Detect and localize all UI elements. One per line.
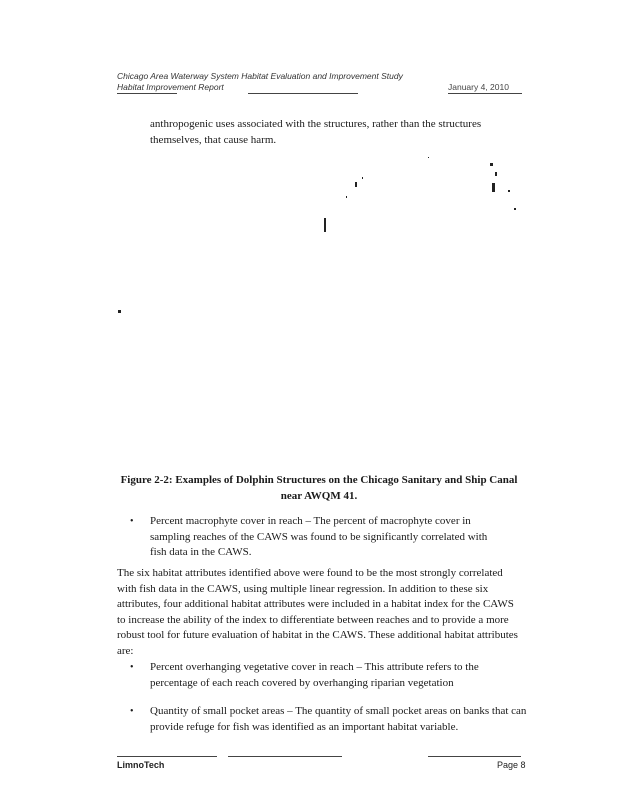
scan-speck <box>118 310 121 313</box>
scan-speck <box>492 183 495 192</box>
footer-company: LimnoTech <box>117 760 165 770</box>
header-title: Chicago Area Waterway System Habitat Evaluation and Improvement Study <box>117 71 403 81</box>
footer-page-number: Page 8 <box>497 760 526 770</box>
scan-speck <box>355 182 357 187</box>
header-rule <box>448 93 522 94</box>
scan-speck <box>514 208 516 210</box>
figure-image-area <box>117 150 521 465</box>
header-subtitle: Habitat Improvement Report <box>117 82 224 92</box>
body-paragraph: The six habitat attributes identified above were found to be the most strongly correlated with fish data in the CAWS, using multiple linear regression. In addition to these six attributes, four additional habitat attributes were included in a habitat index for the CAWS to increase the ability of the index to differentiate between reaches and to provide a more robust tool for future evaluation of habitat in the CAWS. These additional habitat attributes are: <box>117 567 518 657</box>
footer-rule <box>428 756 521 757</box>
figure-caption: Figure 2-2: Examples of Dolphin Structures on the Chicago Sanitary and Ship Canal near AWQM 41. <box>120 474 518 502</box>
scan-speck <box>490 163 493 166</box>
scan-speck <box>362 177 363 179</box>
bullet-symbol: • <box>130 662 134 673</box>
list-item-text: Percent macrophyte cover in reach – The percent of macrophyte cover in sampling reaches of the CAWS was found to be significantly correlated with fish data in the CAWS. <box>150 515 488 559</box>
list-item-text: Quantity of small pocket areas – The quantity of small pocket areas on banks that can provide refuge for fish was identified as an important habitat variable. <box>150 705 527 733</box>
scan-speck <box>324 218 326 232</box>
list-item <box>130 514 510 562</box>
header-date: January 4, 2010 <box>448 82 509 92</box>
scan-speck <box>428 157 429 158</box>
bullet-symbol: • <box>130 706 134 717</box>
list-item <box>130 704 527 736</box>
list-item-text: Percent overhanging vegetative cover in reach – This attribute refers to the percentage of each reach covered by overhanging riparian vegetation <box>150 661 479 689</box>
footer-rule <box>228 756 342 757</box>
bullet-symbol: • <box>130 516 134 527</box>
scan-speck <box>495 172 497 176</box>
scan-speck <box>508 190 510 192</box>
header-rule <box>117 93 177 94</box>
scan-speck <box>346 196 347 198</box>
header-rule <box>248 93 358 94</box>
list-item <box>130 660 510 692</box>
intro-paragraph: anthropogenic uses associated with the structures, rather than the structures themselves, that cause harm. <box>150 118 482 146</box>
footer-rule <box>117 756 217 757</box>
